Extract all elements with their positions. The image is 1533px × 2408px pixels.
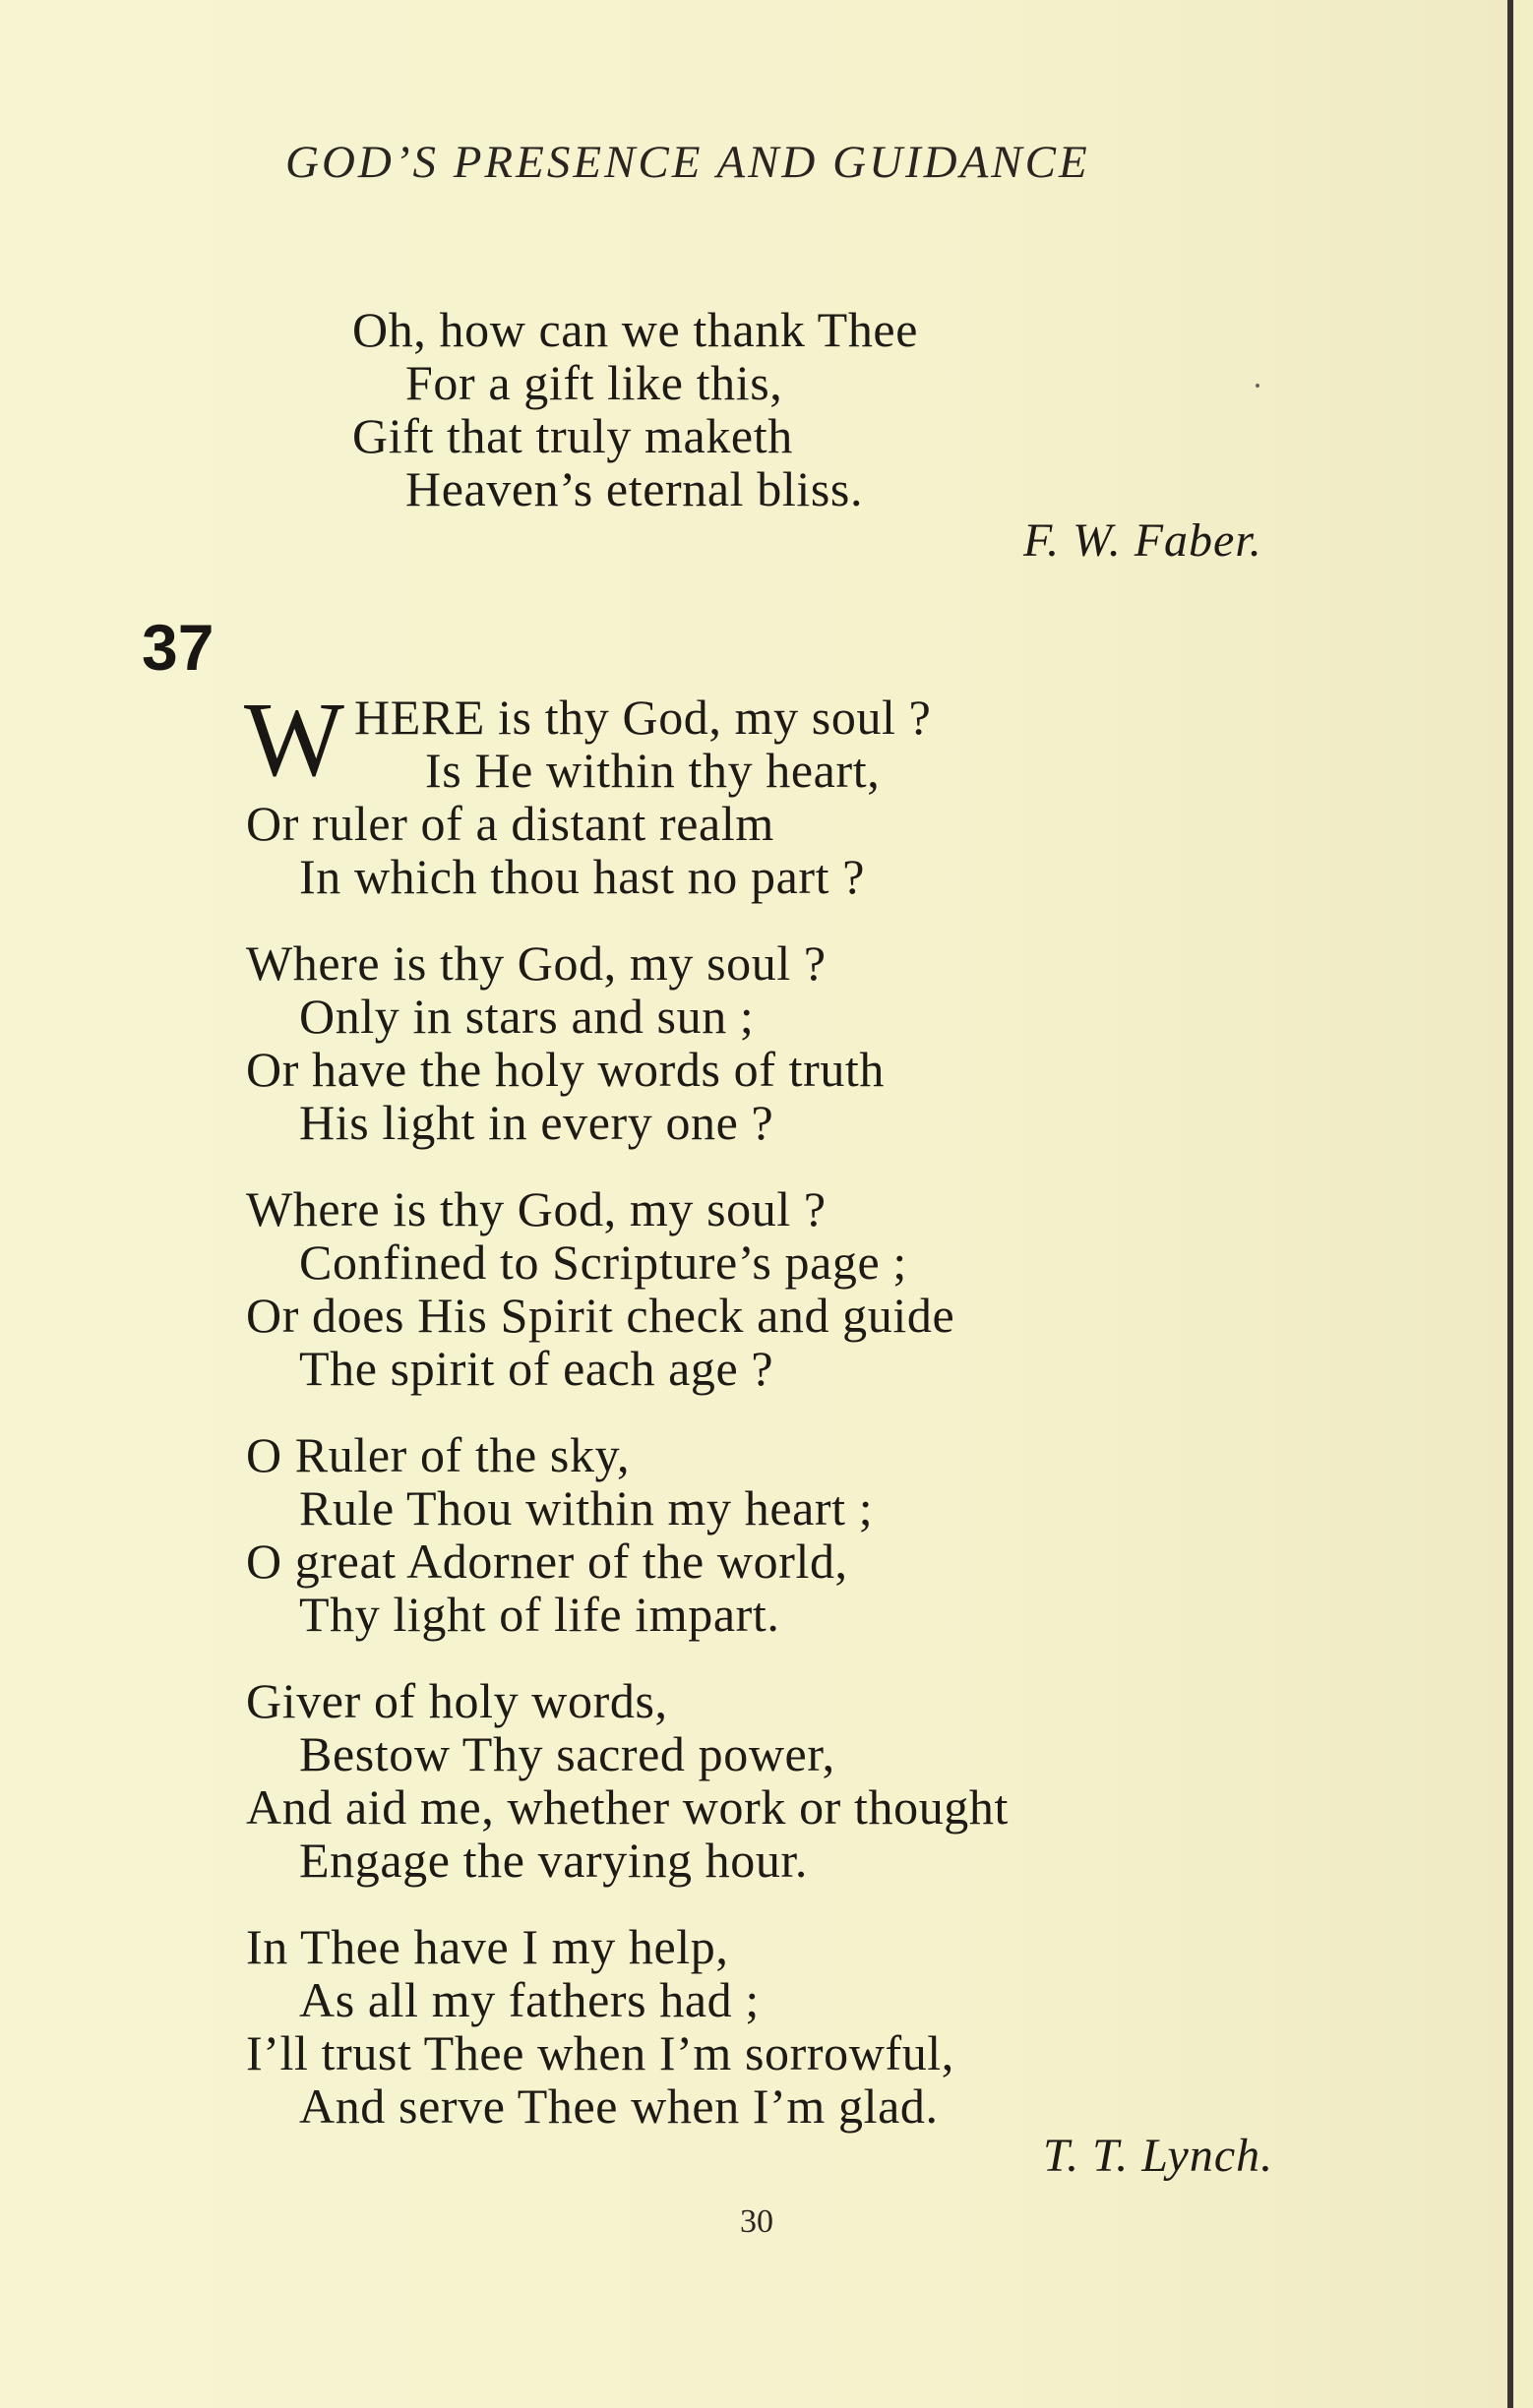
- verse-line: Heaven’s eternal bliss.: [405, 461, 864, 516]
- page-margin: [1513, 0, 1533, 2408]
- verse-line: And aid me, whether work or thought: [246, 1779, 1010, 1835]
- verse-line: Only in stars and sun ;: [299, 989, 755, 1044]
- author-attribution: T. T. Lynch.: [1043, 2130, 1274, 2182]
- page-number: 30: [740, 2203, 773, 2240]
- verse-line: Or does His Spirit check and guide: [246, 1288, 955, 1343]
- verse-line: The spirit of each age ?: [299, 1341, 774, 1396]
- verse-line: In Thee have I my help,: [246, 1919, 729, 1974]
- verse-line: Or ruler of a distant realm: [246, 796, 774, 851]
- verse-line: Is He within thy heart,: [425, 743, 881, 798]
- hymn-number: 37: [142, 611, 215, 684]
- verse-line: Or have the holy words of truth: [246, 1042, 886, 1097]
- verse-line: Engage the varying hour.: [299, 1833, 809, 1888]
- drop-cap: W: [244, 682, 344, 799]
- verse-line: Where is thy God, my soul ?: [246, 935, 827, 991]
- verse-first-line: HERE is thy God, my soul ?: [354, 690, 932, 745]
- verse-line: Bestow Thy sacred power,: [299, 1726, 835, 1781]
- author-attribution: F. W. Faber.: [1023, 514, 1262, 567]
- running-head: GOD’S PRESENCE AND GUIDANCE: [285, 137, 1090, 188]
- verse-line: I’ll trust Thee when I’m sorrowful,: [246, 2025, 954, 2080]
- verse-line: Confined to Scripture’s page ;: [299, 1234, 907, 1290]
- verse-line: Gift that truly maketh: [352, 408, 793, 463]
- verse-line: Thy light of life impart.: [299, 1587, 780, 1642]
- verse-line: Oh, how can we thank Thee: [352, 302, 919, 357]
- verse-line: O great Adorner of the world,: [246, 1534, 848, 1589]
- verse-line: Where is thy God, my soul ?: [246, 1181, 827, 1236]
- verse-line: O Ruler of the sky,: [246, 1427, 631, 1482]
- verse-line: And serve Thee when I’m glad.: [299, 2078, 939, 2134]
- verse-line: For a gift like this,: [405, 355, 783, 410]
- verse-line: His light in every one ?: [299, 1095, 774, 1150]
- verse-line: Rule Thou within my heart ;: [299, 1480, 874, 1535]
- verse-line: Giver of holy words,: [246, 1673, 668, 1728]
- print-speck: [1256, 384, 1259, 388]
- verse-line: As all my fathers had ;: [299, 1972, 760, 2027]
- verse-line: In which thou hast no part ?: [299, 849, 866, 904]
